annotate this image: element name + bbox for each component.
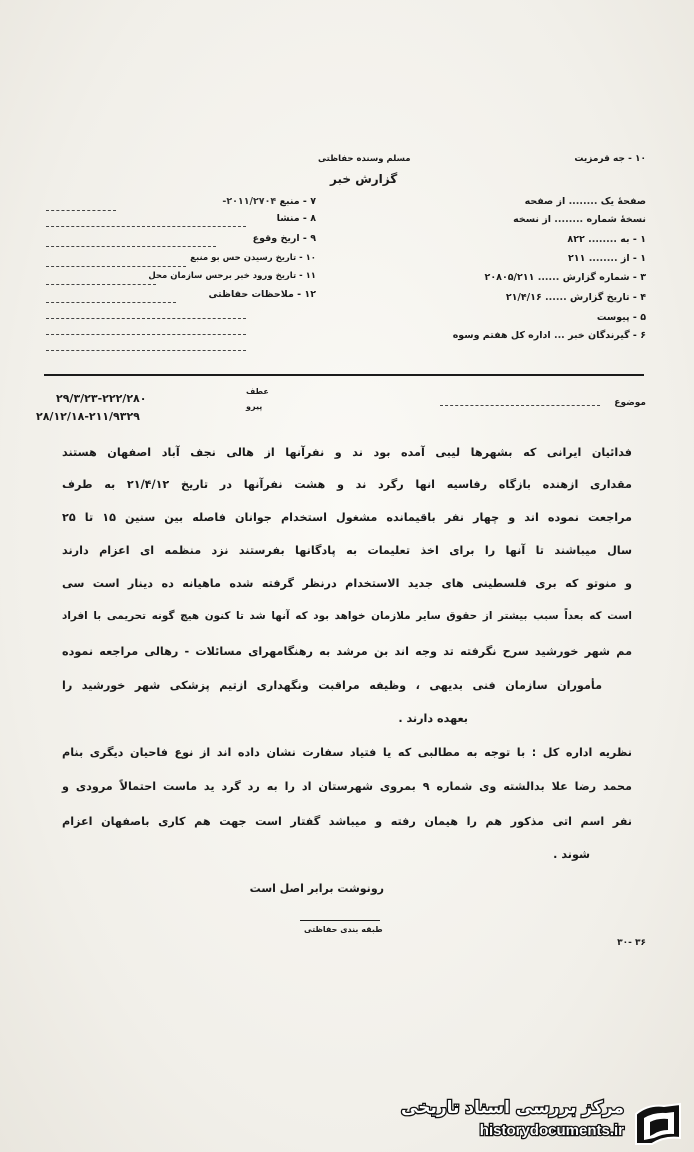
body-line: و منوتو که بری فلسطینی های جدید الاستخدام درنظر گرفته شده ماهیانه ده دینار است سی	[62, 577, 632, 590]
followup-label: پیرو	[246, 402, 263, 411]
dashline	[46, 284, 156, 285]
field-recipients-value: اداره کل هفتم وسوه	[452, 330, 551, 341]
watermark-url: historydocuments.ir	[479, 1122, 624, 1139]
field-report-date: ۴ - تاریخ گزارش ...... ۲۱/۴/۱۶	[505, 292, 646, 303]
field-origin: ۸ - منشا	[276, 213, 316, 224]
dashline	[46, 350, 246, 351]
field-report-number: ۳ - شماره گزارش ...... ۲۰۸۰۵/۲۱۱	[484, 272, 646, 283]
classification-label: مسلم وسنده حفاظتی	[318, 154, 411, 164]
archive-emblem-icon	[630, 1100, 688, 1150]
signature-line	[300, 920, 380, 921]
reference-number-2: ۲۸/۱۲/۱۸-۲۱۱/۹۳۲۹	[36, 410, 140, 423]
field-recipients: ۶ - گیرندگان خبر ... اداره کل هفتم وسوه	[452, 330, 646, 341]
watermark-title: مرکز بررسی اسناد تاریخی	[401, 1098, 624, 1118]
header-divider	[44, 374, 644, 376]
body-line: نفر اسم اتی مذکور هم را هیمان رفته و میباشد گفتار است جهت هم کاری باصفهان اعزام	[62, 815, 632, 828]
field-arrival-date: ۱۱ - تاریخ ورود خبر برحس سازمان محل	[148, 271, 316, 281]
body-line: شوند .	[553, 848, 590, 861]
body-line: مم شهر خورشید سرح نگرفته تد وجه اند بن مرشد به رهنگامهرای مسائلات - رهالی مراجعه نموده	[62, 645, 632, 658]
bottom-classification-label: طبقه بندی حفاظتی	[304, 925, 383, 934]
body-line: فدائیان ایرانی که بشهرها لیبی آمده بود ند و نفرآنها از هالی نجف آباد اصفهان هستند	[62, 446, 632, 459]
body-line: بعهده دارند .	[398, 712, 468, 725]
dashline	[46, 302, 176, 303]
field-attachment: ۵ - پیوست	[596, 312, 646, 323]
body-line: مأموران سازمان فنی بدیهی ، وظیفه مراقبت ونگهداری ازتیم پزشکی شهر خورشید را	[62, 679, 602, 692]
subject-label: موضوع	[614, 398, 646, 408]
body-line: محمد رضا علا بدالشته وی شماره ۹ بمروی شهرستان اد را به رد گرد ید ماست احتمالاً مرودی و	[62, 780, 632, 793]
dashline	[440, 405, 600, 406]
dashline	[46, 246, 216, 247]
reference-label: عطف	[246, 387, 269, 396]
field-page: صفحهٔ یک ........ از صفحه	[524, 196, 646, 207]
field-report-date-value: ۲۱/۴/۱۶	[505, 292, 542, 303]
field-to: ۱ - به ........ ۸۲۲	[567, 234, 646, 245]
field-to-value: ۸۲۲	[567, 234, 585, 245]
field-from: ۱ - از ........ ۲۱۱	[567, 253, 646, 264]
dashline	[46, 318, 246, 319]
dashline	[46, 210, 116, 211]
copy-certification: رونوشت برابر اصل است	[249, 882, 384, 895]
dashline	[46, 226, 246, 227]
body-line: مقداری ازهنده بازگاه رفاسیه انها رگرد ند و هشت نفرآنها در تاریخ ۲۱/۴/۱۲ به طرف	[62, 478, 632, 491]
body-line: سال میباشند تا آنها را برای اخذ تعلیمات به پادگانها بفرستند نزد منظمه ای اعزام دارند	[62, 544, 632, 557]
field-source: ۷ - منبع ۲۰۱۱/۲۷۰۴-	[222, 196, 316, 207]
field-from-value: ۲۱۱	[567, 253, 586, 264]
field-receipt-date: ۱۰ - تاریخ رسیدن حس بو منبع	[190, 253, 316, 263]
watermark-logo	[401, 1098, 694, 1152]
reference-number-1: ۲۹/۳/۲۳-۲۲۲/۲۸۰	[56, 392, 147, 405]
field-copy-number: نسخهٔ شماره ........ از نسخه	[513, 214, 646, 225]
page-code: ۳۰- ۳۶	[617, 938, 646, 948]
body-line: مراجعت نموده اند و چهار نفر باقیمانده مشغول استخدام جوانان فاصله بین سنین ۱۵ تا ۲۵	[62, 511, 632, 524]
field-security-notes: ۱۲ - ملاحظات حفاظتی	[208, 289, 316, 300]
top-right-label: ۱۰ - جه قرمزیت	[574, 154, 646, 164]
field-report-number-value: ۲۰۸۰۵/۲۱۱	[484, 272, 535, 283]
document-title: گزارش خبر	[330, 172, 398, 186]
body-line: است که بعداً سبب بیشتر از حقوق سایر ملازمان خواهد بود که آنها شد تا کنون هیچ گونه تحریمی با افراد	[62, 610, 632, 622]
field-occurrence-date: ۹ - اریخ وقوع	[252, 233, 316, 244]
body-line: نظریه اداره کل : با توجه به مطالبی که یا فتیاد سفارت نشان داده اند از نوع فاحیان دیگری بنام	[62, 746, 632, 759]
dashline	[46, 266, 186, 267]
field-source-value: ۲۰۱۱/۲۷۰۴-	[222, 196, 277, 207]
dashline	[46, 334, 246, 335]
